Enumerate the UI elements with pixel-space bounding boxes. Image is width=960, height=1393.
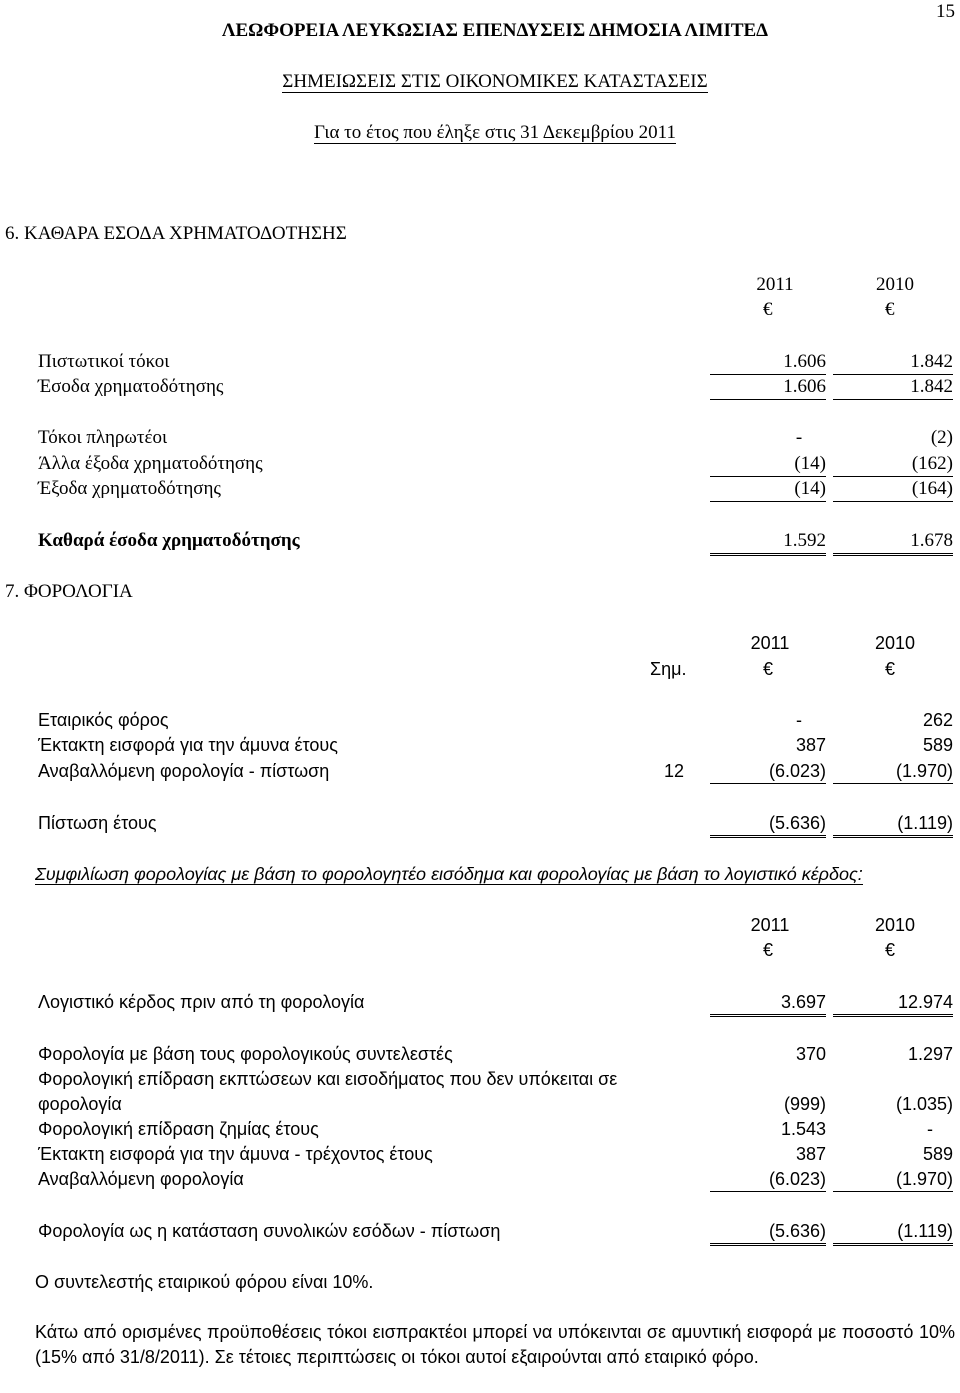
row-label-total: Πίστωση έτους — [38, 813, 157, 833]
company-name: ΛΕΩΦΟΡΕΙΑ ΛΕΥΚΩΣΙΑΣ ΕΠΕΝΔΥΣΕΙΣ ΔΗΜΟΣΙΑ ΛΙΜΙΤΕΔ — [221, 20, 769, 41]
row-value-2011: 1.592 — [710, 529, 826, 556]
reconciliation-year1: 2011 — [750, 915, 790, 935]
row-label: Φορολογική επίδραση εκπτώσεων και εισοδήματος που δεν υπόκειται σε — [38, 1069, 618, 1089]
row-label: Πιστωτικοί τόκοι — [38, 351, 170, 372]
row-label: Έξοδα χρηματοδότησης — [38, 478, 221, 499]
row-value-2011: (6.023) — [710, 1167, 826, 1192]
tax-rate-note: Ο συντελεστής εταιρικού φόρου είναι 10%. — [35, 1272, 374, 1292]
row-value-2010: 1.297 — [907, 1044, 953, 1064]
reconciliation-currency2: € — [885, 940, 896, 960]
row-value-2011: - — [795, 427, 803, 448]
row-label: Εταιρικός φόρος — [38, 710, 169, 730]
row-value-2011: (5.636) — [710, 1219, 826, 1246]
defence-contribution-paragraph: Κάτω από ορισμένες προϋποθέσεις τόκοι εισπρακτέοι μπορεί να υπόκεινται σε αμυντική εισφορά με ποσοστό 10% (15% από 31/8/2011). Σε τέτοιες περιπτώσεις οι τόκοι αυτοί εξαιρούνται από εταιρικό φόρο. — [35, 1322, 955, 1367]
row-value-2011: 1.606 — [710, 350, 826, 375]
section7-title: 7. ΦΟΡΟΛΟΓΙΑ — [5, 581, 133, 602]
row-label-total: Καθαρά έσοδα χρηματοδότησης — [38, 530, 300, 551]
row-label-total: Φορολογία ως η κατάσταση συνολικών εσόδων - πίστωση — [38, 1221, 501, 1241]
row-value-2011: (999) — [783, 1094, 826, 1114]
row-label: Τόκοι πληρωτέοι — [38, 427, 168, 448]
row-value-2010: (1.970) — [833, 1167, 953, 1192]
row-value-2010: 589 — [922, 1144, 953, 1164]
row-value-2010: (162) — [833, 452, 953, 477]
profit-before-tax-label: Λογιστικό κέρδος πριν από τη φορολογία — [38, 992, 365, 1012]
row-value-2011: 1.606 — [710, 375, 826, 400]
row-value-2011: 387 — [795, 735, 826, 755]
row-value-2011: 3.697 — [710, 990, 826, 1017]
row-value-2011: (6.023) — [710, 759, 826, 784]
row-value-2010: 12.974 — [833, 990, 953, 1017]
row-label: Αναβαλλόμενη φορολογία - πίστωση — [38, 761, 330, 781]
row-label: Φορολογική επίδραση ζημίας έτους — [38, 1119, 319, 1139]
row-value-2010: 1.678 — [833, 529, 953, 556]
period-line: Για το έτος που έληξε στις 31 Δεκεμβρίου 2011 — [314, 122, 676, 143]
reconciliation-year2: 2010 — [874, 915, 916, 935]
row-value-2011: 387 — [795, 1144, 826, 1164]
row-value-2011: (14) — [710, 452, 826, 477]
row-label: Φορολογία με βάση τους φορολογικούς συντελεστές — [38, 1044, 453, 1064]
row-label: Έκτακτη εισφορά για την άμυνα έτους — [38, 735, 338, 755]
page-number: 15 — [936, 1, 955, 22]
row-value-2010: 589 — [922, 735, 953, 755]
row-value-2010: - — [927, 1119, 933, 1139]
row-value-2010: (2) — [930, 427, 953, 448]
row-value-2011: 370 — [795, 1044, 826, 1064]
section7-year2: 2010 — [874, 633, 916, 653]
section6-currency2: € — [885, 299, 895, 320]
row-value-2010: (1.119) — [833, 811, 953, 838]
row-value-2011: (14) — [710, 477, 826, 502]
reconciliation-currency1: € — [763, 940, 774, 960]
section7-year1: 2011 — [750, 633, 790, 653]
row-value-2010: (1.119) — [833, 1219, 953, 1246]
row-value-2011: 1.543 — [780, 1119, 826, 1139]
row-value-2010: (164) — [833, 477, 953, 502]
section6-title: 6. ΚΑΘΑΡΑ ΕΣΟΔΑ ΧΡΗΜΑΤΟΔΟΤΗΣΗΣ — [5, 223, 347, 244]
section6-year2: 2010 — [876, 274, 914, 295]
row-value-2011: - — [796, 710, 802, 730]
row-label-continued: φορολογία — [38, 1094, 122, 1114]
note-column-header: Σημ. — [650, 659, 687, 679]
row-value-2011: (5.636) — [710, 811, 826, 838]
section7-currency2: € — [885, 659, 896, 679]
row-value-2010: 1.842 — [833, 375, 953, 400]
row-label: Έσοδα χρηματοδότησης — [38, 376, 224, 397]
section6-currency1: € — [763, 299, 773, 320]
row-label: Άλλα έξοδα χρηματοδότησης — [38, 453, 263, 474]
document-subtitle: ΣΗΜΕΙΩΣΕΙΣ ΣΤΙΣ ΟΙΚΟΝΟΜΙΚΕΣ ΚΑΤΑΣΤΑΣΕΙΣ — [282, 71, 708, 92]
section6-year1: 2011 — [756, 274, 794, 295]
reconciliation-title: Συμφιλίωση φορολογίας με βάση το φορολογητέο εισόδημα και φορολογίας με βάση το λογιστικό κέρδος: — [35, 864, 863, 884]
row-value-2010: (1.970) — [833, 759, 953, 784]
row-label: Έκτακτη εισφορά για την άμυνα - τρέχοντος έτους — [38, 1144, 433, 1164]
row-value-2010: (1.035) — [895, 1094, 953, 1114]
row-note-ref: 12 — [664, 761, 685, 781]
row-value-2010: 262 — [922, 710, 953, 730]
section7-currency1: € — [763, 659, 774, 679]
row-label: Αναβαλλόμενη φορολογία — [38, 1169, 244, 1189]
row-value-2010: 1.842 — [833, 350, 953, 375]
